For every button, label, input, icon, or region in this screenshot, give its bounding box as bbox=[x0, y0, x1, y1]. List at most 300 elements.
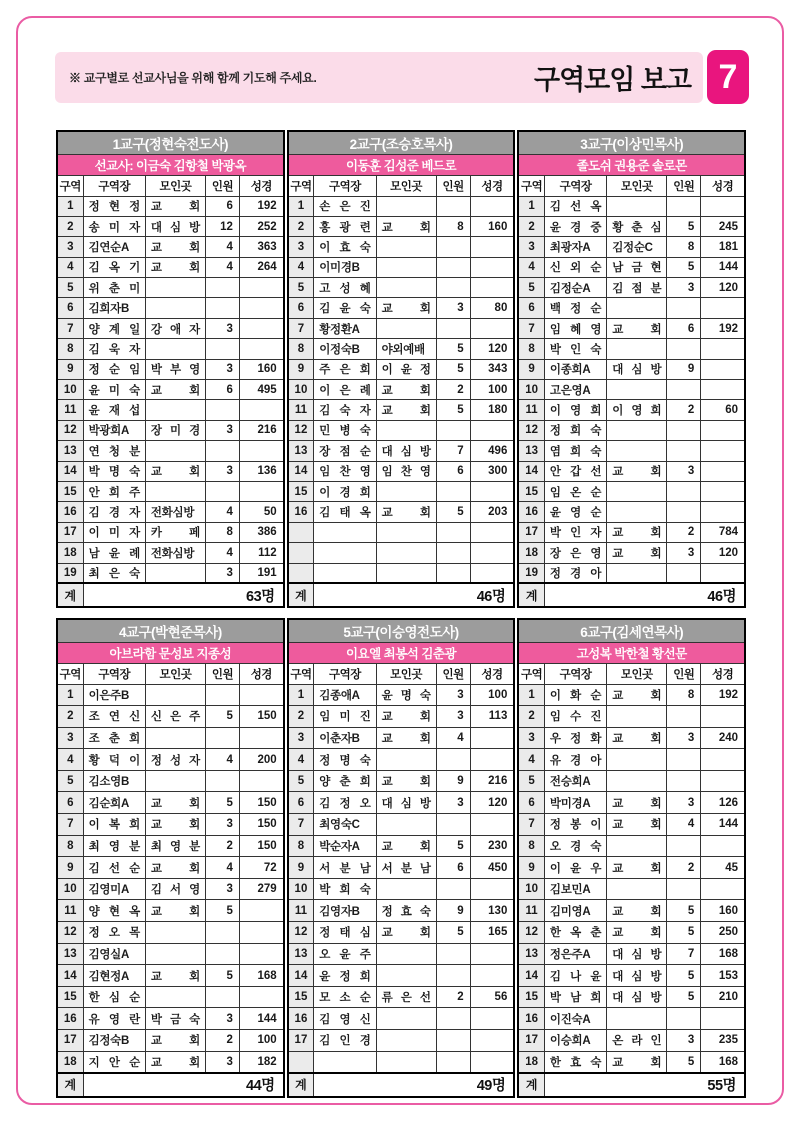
cell-bible: 245 bbox=[701, 216, 745, 236]
cell-count: 3 bbox=[205, 814, 239, 836]
cell-region-no: 14 bbox=[288, 965, 314, 987]
cell-leader: 김 태 옥 bbox=[314, 502, 376, 522]
table-row bbox=[288, 857, 515, 879]
cell-count bbox=[436, 522, 470, 542]
cell-count: 3 bbox=[436, 298, 470, 318]
cell-region-no: 10 bbox=[518, 380, 544, 400]
cell-leader: 김 인 경 bbox=[314, 1030, 376, 1052]
cell-leader: 정 태 심 bbox=[314, 922, 376, 944]
cell-count bbox=[436, 257, 470, 277]
cell-place: 교 회 bbox=[145, 1030, 205, 1052]
cell-count: 5 bbox=[436, 922, 470, 944]
cell-region-no: 12 bbox=[288, 420, 314, 440]
cell-count bbox=[436, 318, 470, 338]
cell-bible: 386 bbox=[239, 522, 283, 542]
district-table-1 bbox=[56, 130, 285, 608]
cell-leader: 이진숙A bbox=[544, 1008, 606, 1030]
table-row bbox=[57, 1051, 284, 1073]
cell-place bbox=[607, 420, 667, 440]
table-row bbox=[57, 943, 284, 965]
table-row bbox=[288, 420, 515, 440]
cell-bible bbox=[701, 420, 745, 440]
cell-leader: 백 정 순 bbox=[544, 298, 606, 318]
cell-count bbox=[205, 400, 239, 420]
cell-leader: 정은주A bbox=[544, 943, 606, 965]
cell-leader: 지 안 순 bbox=[83, 1051, 145, 1073]
cell-place bbox=[607, 706, 667, 728]
cell-bible bbox=[239, 684, 283, 706]
cell-place: 교 회 bbox=[145, 857, 205, 879]
cell-region-no: 5 bbox=[518, 278, 544, 298]
cell-bible: 279 bbox=[239, 878, 283, 900]
cell-count: 3 bbox=[205, 359, 239, 379]
cell-place: 교 회 bbox=[376, 922, 436, 944]
cell-region-no: 14 bbox=[57, 461, 83, 481]
col-region: 구역 bbox=[288, 175, 314, 196]
cell-region-no: 3 bbox=[288, 727, 314, 749]
cell-leader: 모 소 순 bbox=[314, 986, 376, 1008]
cell-place: 교 회 bbox=[607, 727, 667, 749]
cell-bible bbox=[470, 965, 514, 987]
cell-leader: 우 정 화 bbox=[544, 727, 606, 749]
cell-leader: 이승희A bbox=[544, 1030, 606, 1052]
cell-region-no: 16 bbox=[57, 502, 83, 522]
cell-bible: 153 bbox=[701, 965, 745, 987]
cell-bible bbox=[470, 318, 514, 338]
table-row bbox=[518, 1008, 745, 1030]
cell-leader: 한 옥 춘 bbox=[544, 922, 606, 944]
table-row bbox=[518, 814, 745, 836]
cell-bible: 50 bbox=[239, 502, 283, 522]
cell-region-no: 16 bbox=[518, 502, 544, 522]
cell-leader: 박 인 자 bbox=[544, 522, 606, 542]
cell-count: 3 bbox=[667, 461, 701, 481]
cell-leader: 정 경 아 bbox=[544, 563, 606, 583]
cell-leader: 민 병 숙 bbox=[314, 420, 376, 440]
total-row bbox=[57, 583, 284, 607]
cell-bible bbox=[239, 727, 283, 749]
cell-count bbox=[205, 481, 239, 501]
table-row bbox=[518, 237, 745, 257]
cell-count bbox=[436, 965, 470, 987]
cell-leader: 김정순A bbox=[544, 278, 606, 298]
cell-leader: 정 오 목 bbox=[83, 922, 145, 944]
district-table-2 bbox=[287, 130, 516, 608]
cell-count: 5 bbox=[205, 792, 239, 814]
cell-leader: 김 영 신 bbox=[314, 1008, 376, 1030]
table-row bbox=[518, 706, 745, 728]
cell-leader: 이 화 순 bbox=[544, 684, 606, 706]
table-row bbox=[288, 749, 515, 771]
total-row bbox=[518, 583, 745, 607]
cell-place: 이 윤 정 bbox=[376, 359, 436, 379]
cell-count bbox=[667, 563, 701, 583]
cell-count: 5 bbox=[205, 900, 239, 922]
table-row bbox=[57, 749, 284, 771]
table-row bbox=[288, 727, 515, 749]
cell-place bbox=[376, 196, 436, 216]
table-row bbox=[57, 216, 284, 236]
cell-place: 교 회 bbox=[376, 400, 436, 420]
table-row bbox=[518, 943, 745, 965]
cell-place: 윤 명 숙 bbox=[376, 684, 436, 706]
cell-leader: 임 찬 영 bbox=[314, 461, 376, 481]
district-table-5 bbox=[287, 618, 516, 1098]
table-row bbox=[57, 461, 284, 481]
cell-region-no: 12 bbox=[57, 922, 83, 944]
cell-region-no: 7 bbox=[518, 814, 544, 836]
cell-bible: 264 bbox=[239, 257, 283, 277]
cell-region-no: 13 bbox=[288, 943, 314, 965]
cell-bible bbox=[470, 1051, 514, 1073]
cell-count: 5 bbox=[667, 922, 701, 944]
cell-region-no: 18 bbox=[57, 1051, 83, 1073]
cell-place bbox=[376, 943, 436, 965]
cell-count bbox=[667, 770, 701, 792]
cell-leader: 김희자B bbox=[83, 298, 145, 318]
cell-bible bbox=[701, 380, 745, 400]
page-number-badge: 7 bbox=[707, 50, 749, 104]
cell-region-no: 4 bbox=[518, 257, 544, 277]
cell-leader: 이 은 례 bbox=[314, 380, 376, 400]
cell-region-no: 2 bbox=[288, 706, 314, 728]
table-row bbox=[518, 900, 745, 922]
cell-place: 대 심 방 bbox=[376, 441, 436, 461]
cell-leader: 이 효 숙 bbox=[314, 237, 376, 257]
cell-region-no: 2 bbox=[57, 216, 83, 236]
col-count: 인원 bbox=[667, 175, 701, 196]
cell-region-no: 8 bbox=[518, 835, 544, 857]
table-row bbox=[518, 441, 745, 461]
table-row bbox=[57, 237, 284, 257]
col-count: 인원 bbox=[436, 175, 470, 196]
cell-count bbox=[205, 770, 239, 792]
total-label: 계 bbox=[518, 1073, 544, 1097]
cell-count bbox=[436, 563, 470, 583]
cell-place bbox=[145, 400, 205, 420]
cell-leader: 김소영B bbox=[83, 770, 145, 792]
cell-bible: 60 bbox=[701, 400, 745, 420]
cell-leader: 남 윤 례 bbox=[83, 543, 145, 563]
cell-region-no: 8 bbox=[518, 339, 544, 359]
table-row bbox=[57, 502, 284, 522]
table-missionaries: 아브라함 문성보 지종성 bbox=[57, 642, 284, 663]
cell-place bbox=[376, 1030, 436, 1052]
cell-region-no: 6 bbox=[57, 298, 83, 318]
cell-place bbox=[376, 543, 436, 563]
cell-leader: 박미경A bbox=[544, 792, 606, 814]
cell-leader: 김영자B bbox=[314, 900, 376, 922]
cell-place bbox=[607, 835, 667, 857]
cell-leader: 김종애A bbox=[314, 684, 376, 706]
table-row bbox=[57, 792, 284, 814]
cell-bible bbox=[701, 878, 745, 900]
cell-region-no: 4 bbox=[288, 257, 314, 277]
cell-place bbox=[607, 878, 667, 900]
total-value: 46명 bbox=[314, 583, 515, 607]
table-row bbox=[288, 792, 515, 814]
table-row bbox=[288, 257, 515, 277]
cell-bible: 80 bbox=[470, 298, 514, 318]
cell-count: 4 bbox=[205, 502, 239, 522]
cell-leader: 황정환A bbox=[314, 318, 376, 338]
cell-place bbox=[376, 278, 436, 298]
cell-bible bbox=[239, 278, 283, 298]
cell-bible bbox=[701, 196, 745, 216]
cell-place: 야외예배 bbox=[376, 339, 436, 359]
cell-place: 교 회 bbox=[607, 922, 667, 944]
cell-region-no: 16 bbox=[288, 1008, 314, 1030]
cell-count: 5 bbox=[436, 400, 470, 420]
cell-bible bbox=[470, 257, 514, 277]
cell-bible bbox=[470, 1030, 514, 1052]
cell-region-no: 8 bbox=[57, 835, 83, 857]
cell-place bbox=[607, 502, 667, 522]
cell-leader: 이 미 자 bbox=[83, 522, 145, 542]
table-row bbox=[57, 770, 284, 792]
cell-leader: 위 춘 미 bbox=[83, 278, 145, 298]
table-row bbox=[288, 878, 515, 900]
cell-region-no bbox=[288, 543, 314, 563]
cell-leader: 윤 재 섭 bbox=[83, 400, 145, 420]
table-row bbox=[57, 380, 284, 400]
cell-count: 4 bbox=[205, 257, 239, 277]
cell-region-no: 3 bbox=[518, 727, 544, 749]
cell-leader: 임 온 순 bbox=[544, 481, 606, 501]
cell-bible: 181 bbox=[701, 237, 745, 257]
cell-leader: 김영실A bbox=[83, 943, 145, 965]
cell-region-no: 5 bbox=[57, 770, 83, 792]
cell-bible: 150 bbox=[239, 792, 283, 814]
col-region: 구역 bbox=[57, 175, 83, 196]
cell-region-no: 1 bbox=[518, 196, 544, 216]
cell-region-no: 12 bbox=[518, 922, 544, 944]
cell-bible: 182 bbox=[239, 1051, 283, 1073]
cell-region-no: 7 bbox=[57, 814, 83, 836]
col-leader: 구역장 bbox=[83, 663, 145, 684]
cell-region-no: 15 bbox=[288, 986, 314, 1008]
cell-bible: 160 bbox=[239, 359, 283, 379]
cell-region-no: 1 bbox=[288, 684, 314, 706]
cell-place: 대 심 방 bbox=[145, 216, 205, 236]
cell-bible: 144 bbox=[239, 1008, 283, 1030]
cell-region-no: 13 bbox=[288, 441, 314, 461]
cell-bible: 180 bbox=[470, 400, 514, 420]
cell-count bbox=[205, 986, 239, 1008]
cell-region-no: 15 bbox=[57, 481, 83, 501]
cell-bible: 120 bbox=[701, 278, 745, 298]
total-value: 46명 bbox=[544, 583, 745, 607]
table-row bbox=[57, 481, 284, 501]
cell-region-no: 13 bbox=[57, 943, 83, 965]
cell-count: 3 bbox=[205, 461, 239, 481]
cell-leader: 박 명 숙 bbox=[83, 461, 145, 481]
cell-bible bbox=[239, 339, 283, 359]
cell-place: 교 회 bbox=[607, 900, 667, 922]
cell-leader: 이종희A bbox=[544, 359, 606, 379]
cell-count bbox=[436, 196, 470, 216]
cell-bible: 343 bbox=[470, 359, 514, 379]
cell-count bbox=[205, 922, 239, 944]
cell-count: 9 bbox=[436, 770, 470, 792]
cell-bible bbox=[701, 749, 745, 771]
cell-region-no: 7 bbox=[518, 318, 544, 338]
cell-bible: 495 bbox=[239, 380, 283, 400]
table-row bbox=[57, 857, 284, 879]
cell-place bbox=[607, 481, 667, 501]
cell-bible bbox=[239, 318, 283, 338]
table-row bbox=[57, 196, 284, 216]
cell-leader: 김 나 윤 bbox=[544, 965, 606, 987]
cell-place: 교 회 bbox=[607, 318, 667, 338]
tables-row-bottom bbox=[56, 618, 746, 1098]
cell-place: 교 회 bbox=[145, 965, 205, 987]
cell-region-no: 4 bbox=[57, 749, 83, 771]
cell-place: 교 회 bbox=[376, 706, 436, 728]
cell-place: 강 애 자 bbox=[145, 318, 205, 338]
cell-count: 6 bbox=[205, 196, 239, 216]
cell-count bbox=[205, 298, 239, 318]
cell-place: 신 은 주 bbox=[145, 706, 205, 728]
cell-leader bbox=[314, 522, 376, 542]
cell-region-no: 17 bbox=[57, 1030, 83, 1052]
cell-leader: 김미영A bbox=[544, 900, 606, 922]
col-region: 구역 bbox=[518, 663, 544, 684]
table-row bbox=[518, 749, 745, 771]
cell-leader: 안 갑 선 bbox=[544, 461, 606, 481]
cell-leader: 김영미A bbox=[83, 878, 145, 900]
table-row bbox=[518, 522, 745, 542]
table-row bbox=[518, 684, 745, 706]
cell-region-no: 18 bbox=[518, 1051, 544, 1073]
cell-bible: 45 bbox=[701, 857, 745, 879]
cell-count: 3 bbox=[436, 684, 470, 706]
cell-count bbox=[667, 441, 701, 461]
cell-count bbox=[667, 420, 701, 440]
cell-place bbox=[145, 986, 205, 1008]
cell-bible: 120 bbox=[470, 339, 514, 359]
cell-count: 8 bbox=[436, 216, 470, 236]
total-row bbox=[288, 583, 515, 607]
cell-place: 교 회 bbox=[145, 380, 205, 400]
cell-region-no: 17 bbox=[288, 1030, 314, 1052]
col-leader: 구역장 bbox=[314, 663, 376, 684]
cell-leader: 양 현 옥 bbox=[83, 900, 145, 922]
table-row bbox=[57, 257, 284, 277]
cell-bible: 191 bbox=[239, 563, 283, 583]
page-title: 구역모임 보고 bbox=[534, 65, 691, 95]
table-row bbox=[518, 965, 745, 987]
cell-leader: 이미경B bbox=[314, 257, 376, 277]
table-row bbox=[57, 441, 284, 461]
cell-place bbox=[376, 749, 436, 771]
cell-place bbox=[607, 441, 667, 461]
total-label: 계 bbox=[288, 1073, 314, 1097]
cell-bible bbox=[239, 770, 283, 792]
cell-place bbox=[376, 1051, 436, 1073]
cell-leader: 이 경 희 bbox=[314, 481, 376, 501]
cell-place bbox=[607, 1008, 667, 1030]
table-row bbox=[518, 278, 745, 298]
cell-place: 김정순C bbox=[607, 237, 667, 257]
cell-place bbox=[607, 380, 667, 400]
cell-place bbox=[376, 481, 436, 501]
cell-place: 정 성 자 bbox=[145, 749, 205, 771]
col-count: 인원 bbox=[667, 663, 701, 684]
table-missionaries: 졸도쉬 권용준 솔로몬 bbox=[518, 154, 745, 175]
cell-region-no bbox=[288, 1051, 314, 1073]
table-row bbox=[288, 1030, 515, 1052]
cell-leader: 윤 정 희 bbox=[314, 965, 376, 987]
header-band bbox=[55, 52, 703, 103]
cell-leader: 손 은 진 bbox=[314, 196, 376, 216]
col-place: 모인곳 bbox=[376, 663, 436, 684]
table-row bbox=[518, 216, 745, 236]
col-region: 구역 bbox=[288, 663, 314, 684]
table-row bbox=[288, 900, 515, 922]
cell-place: 류 은 선 bbox=[376, 986, 436, 1008]
cell-region-no: 3 bbox=[288, 237, 314, 257]
cell-place: 교 회 bbox=[376, 502, 436, 522]
cell-place: 교 회 bbox=[145, 900, 205, 922]
cell-region-no: 3 bbox=[518, 237, 544, 257]
table-row bbox=[288, 318, 515, 338]
cell-place: 교 회 bbox=[607, 792, 667, 814]
cell-bible bbox=[701, 441, 745, 461]
cell-bible bbox=[470, 943, 514, 965]
cell-bible bbox=[701, 835, 745, 857]
table-row bbox=[288, 770, 515, 792]
table-row bbox=[518, 792, 745, 814]
table-missionaries: 이동훈 김성준 베드로 bbox=[288, 154, 515, 175]
cell-count: 9 bbox=[436, 900, 470, 922]
cell-bible bbox=[701, 481, 745, 501]
table-row bbox=[518, 420, 745, 440]
table-row bbox=[518, 727, 745, 749]
table-row bbox=[518, 481, 745, 501]
cell-place bbox=[145, 563, 205, 583]
cell-bible: 100 bbox=[470, 380, 514, 400]
cell-leader: 이 복 희 bbox=[83, 814, 145, 836]
cell-leader: 김 정 오 bbox=[314, 792, 376, 814]
cell-bible bbox=[470, 1008, 514, 1030]
cell-leader: 조 연 신 bbox=[83, 706, 145, 728]
col-leader: 구역장 bbox=[544, 663, 606, 684]
cell-leader: 김정숙B bbox=[83, 1030, 145, 1052]
cell-place bbox=[145, 943, 205, 965]
cell-bible bbox=[470, 196, 514, 216]
cell-leader: 최광자A bbox=[544, 237, 606, 257]
cell-leader: 안 희 주 bbox=[83, 481, 145, 501]
cell-bible bbox=[470, 814, 514, 836]
cell-count: 5 bbox=[667, 900, 701, 922]
cell-region-no: 11 bbox=[518, 900, 544, 922]
cell-place: 교 회 bbox=[145, 792, 205, 814]
cell-count bbox=[436, 943, 470, 965]
cell-bible: 240 bbox=[701, 727, 745, 749]
cell-count: 8 bbox=[205, 522, 239, 542]
table-missionaries: 고성복 박한철 황선문 bbox=[518, 642, 745, 663]
cell-region-no: 10 bbox=[57, 380, 83, 400]
col-leader: 구역장 bbox=[314, 175, 376, 196]
cell-leader: 정 명 숙 bbox=[314, 749, 376, 771]
cell-count: 3 bbox=[205, 563, 239, 583]
cell-place: 정 효 숙 bbox=[376, 900, 436, 922]
cell-bible: 56 bbox=[470, 986, 514, 1008]
cell-count: 3 bbox=[667, 1030, 701, 1052]
cell-place bbox=[376, 522, 436, 542]
cell-leader: 염 희 숙 bbox=[544, 441, 606, 461]
